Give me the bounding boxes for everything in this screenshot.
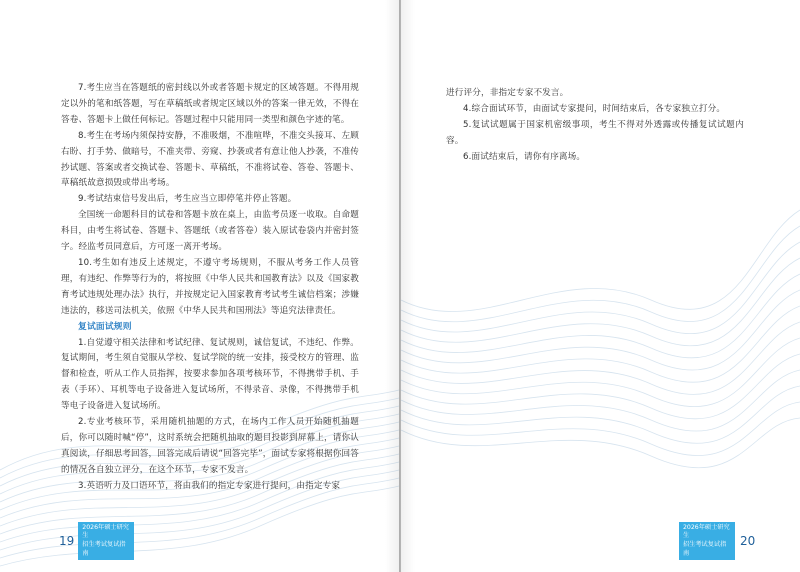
badge-line-2: 招生考试复试指南 (82, 541, 126, 557)
left-page (0, 0, 399, 572)
left-page-text (61, 81, 359, 495)
page-number: 20 (740, 534, 756, 548)
right-footer (679, 523, 756, 557)
paragraph-rule-9: 9.考试结束信号发出后，考生应当立即停笔并停止答题。 (78, 194, 297, 205)
paragraph-interview-rule-1: 1.自觉遵守相关法律和考试纪律、复试规则，诚信复试，不违纪、作弊。复试期间，考生须自觉服从学校、复试学院的统一安排，接受校方的管理、监督和检查，听从工作人员指挥，按要求参加各项考核环节，不得携带手机、手表（手环）、耳机等电子设备进入复试场所，不得录音、录像，不得携带手机等电子设备进入复试场所。 (61, 337, 359, 412)
paragraph-interview-rule-2: 2.专业考核环节，采用随机抽题的方式，在场内工作人员开始随机抽题后，你可以随时喊“停”，这时系统会把随机抽取的题目投影到屏幕上，请你认真阅读，仔细思考回答，回答完成后请说“回答完毕”，面试专家将根据你回答的情况各自独立评分，在这个环节，专家不发言。 (61, 417, 359, 475)
paragraph-interview-rule-6: 6.面试结束后，请你有序离场。 (463, 151, 586, 162)
section-heading-interview-rules: 复试面试规则 (78, 321, 132, 332)
right-page-fold-shadow (401, 0, 415, 572)
page-number: 19 (59, 534, 75, 548)
badge-line-2: 招生考试复试指南 (683, 541, 727, 557)
badge-line-1: 2026年硕士研究生 (82, 523, 129, 540)
paragraph-rule-8: 8.考生在考场内须保持安静，不准吸烟，不准喧哗，不准交头接耳、左顾右盼、打手势、做暗号，不准夹带、旁窥、抄袭或者有意让他人抄袭，不准传抄试题、答案或者交换试卷、答题卡、草稿纸，不准将试卷、答卷、答题卡、草稿纸故意损毁或带出考场。 (61, 130, 359, 189)
paragraph-collection: 全国统一命题科目的试卷和答题卡放在桌上，由监考员逐一收取。自命题科目，由考生将试卷、答题卡、答题纸（或者答卷）装入原试卷袋内并密封签字。经监考员同意后，方可逐一离开考场。 (61, 210, 359, 253)
paragraph-interview-rule-4: 4.综合面试环节，由面试专家提问，时间结束后，各专家独立打分。 (463, 103, 726, 114)
paragraph-interview-rule-5: 5.复试试题属于国家机密级事项，考生不得对外透露或传播复试试题内容。 (446, 119, 744, 146)
left-page-fold-shadow (385, 0, 399, 572)
guide-title-badge (78, 522, 134, 560)
paragraph-rule-7: 7.考生应当在答题纸的密封线以外或者答题卡规定的区域答题。不得用规定以外的笔和纸答题，写在草稿纸或者规定区域以外的答案一律无效，不得在答卷、答题卡上做任何标记。答题过程中只能用同一类型和颜色字迹的笔。 (61, 83, 359, 125)
paragraph-rule-10: 10.考生如有违反上述规定，不遵守考场规则，不服从考务工作人员管理，有违纪、作弊等行为的，将按照《中华人民共和国教育法》以及《国家教育考试违规处理办法》执行，并按规定记入国家教育考试考生诚信档案；涉嫌违法的，移送司法机关，依照《中华人民共和国刑法》等追究法律责任。 (61, 257, 359, 316)
guide-title-badge (679, 522, 735, 560)
badge-line-1: 2026年硕士研究生 (683, 523, 730, 540)
paragraph-continuation: 进行评分，非指定专家不发言。 (446, 88, 569, 98)
right-page-text (446, 86, 744, 166)
left-footer (59, 523, 134, 557)
paragraph-interview-rule-3: 3.英语听力及口语环节，将由我们的指定专家进行提问，由指定专家 (78, 480, 341, 491)
